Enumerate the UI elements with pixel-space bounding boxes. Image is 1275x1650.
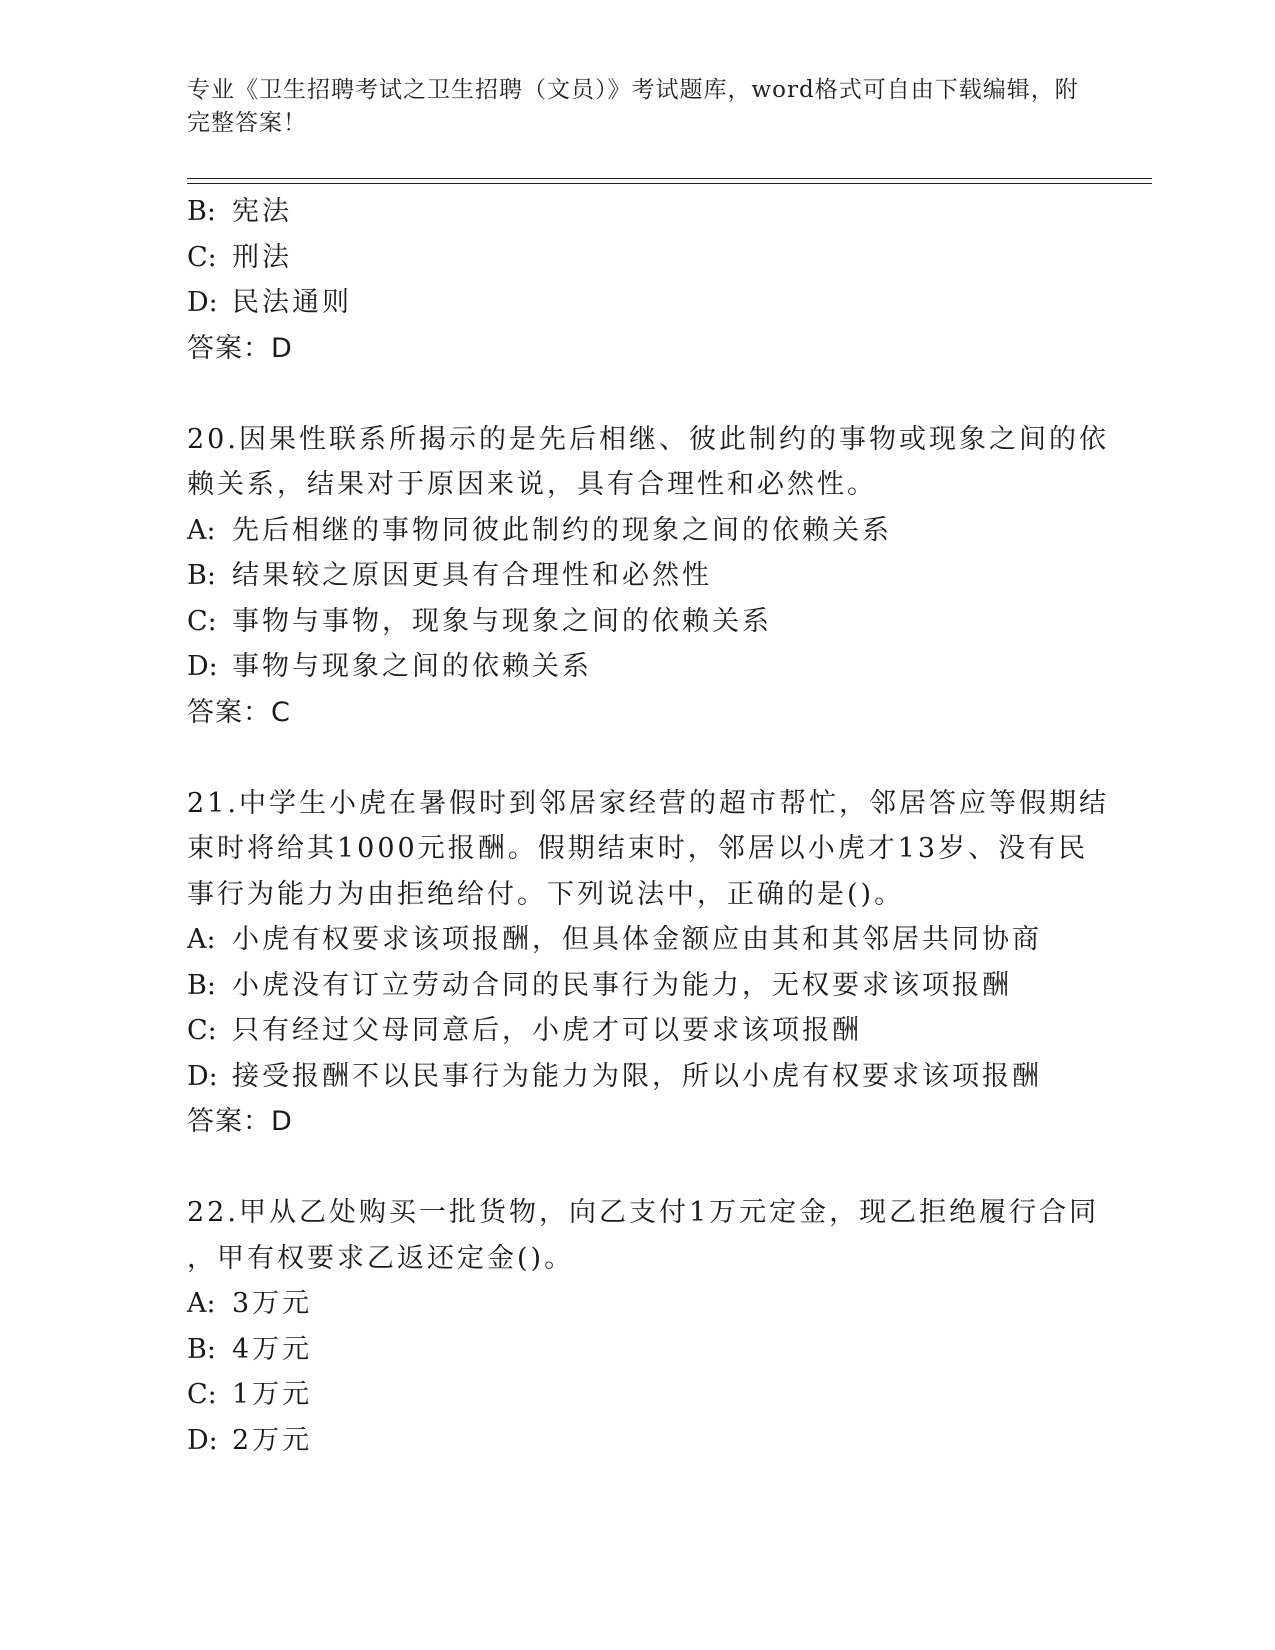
question-content (187, 189, 1109, 1463)
question-text-line: 赖关系，结果对于原因来说，具有合理性和必然性。 (187, 469, 877, 500)
option-label: C: (187, 1379, 217, 1410)
option-row (187, 1008, 1087, 1054)
question-text-line: 21.中学生小虎在暑假时到邻居家经营的超市帮忙，邻居答应等假期结 (187, 787, 1109, 819)
question-text-line: 22.甲从乙处购买一批货物，向乙支付1万元定金，现乙拒绝履行合同 (187, 1197, 1100, 1228)
option-text: 宪法 (232, 196, 292, 227)
option-text: 接受报酬不以民事行为能力为限，所以小虎有权要求该项报酬 (232, 1060, 1042, 1092)
option-row (187, 1281, 1087, 1327)
answer-line: 答案：D (187, 1106, 293, 1137)
question-text-line: ，甲有权要求乙返还定金()。 (187, 1242, 575, 1274)
option-row (187, 1327, 1087, 1373)
option-row (187, 644, 1087, 690)
spacer (187, 1145, 1087, 1191)
option-row (187, 917, 1087, 963)
option-text: 1万元 (232, 1379, 313, 1410)
option-row (187, 1054, 1087, 1100)
option-label: D: (187, 1060, 218, 1092)
option-row (187, 280, 1087, 326)
option-label: A: (187, 514, 216, 546)
option-label: D: (187, 651, 218, 682)
spacer (187, 371, 1087, 417)
header-rule-bottom (187, 183, 1152, 184)
option-label: B: (187, 196, 216, 227)
option-text: 小虎没有订立劳动合同的民事行为能力，无权要求该项报酬 (232, 969, 1012, 1001)
option-label: C: (187, 605, 217, 637)
question-20 (187, 417, 1109, 736)
option-label: A: (187, 1288, 216, 1319)
option-text: 只有经过父母同意后，小虎才可以要求该项报酬 (232, 1015, 862, 1046)
option-text: 小虎有权要求该项报酬，但具体金额应由其和其邻居共同协商 (232, 924, 1042, 955)
prev-question-options (187, 189, 1087, 326)
option-label: C: (187, 241, 217, 273)
option-text: 先后相继的事物同彼此制约的现象之间的依赖关系 (232, 514, 892, 546)
option-text: 民法通则 (232, 287, 352, 318)
option-label: B: (187, 560, 216, 591)
option-label: D: (187, 287, 218, 318)
option-row (187, 1372, 1087, 1418)
option-text: 事物与现象之间的依赖关系 (232, 651, 592, 682)
option-text: 事物与事物，现象与现象之间的依赖关系 (232, 605, 772, 637)
option-text: 2万元 (232, 1424, 313, 1456)
answer-line: 答案：D (187, 332, 293, 364)
question-22 (187, 1190, 1100, 1463)
answer-line: 答案：C (187, 696, 291, 728)
header-rule-top (187, 178, 1152, 179)
option-text: 4万元 (232, 1333, 313, 1365)
option-label: B: (187, 1333, 216, 1365)
question-21 (187, 781, 1109, 1145)
option-row (187, 189, 1087, 235)
question-text-line: 20.因果性联系所揭示的是先后相继、彼此制约的事物或现象之间的依 (187, 423, 1109, 455)
question-text-line: 束时将给其1000元报酬。假期结束时，邻居以小虎才13岁、没有民 (187, 833, 1089, 864)
option-row (187, 235, 1087, 281)
option-label: D: (187, 1424, 218, 1456)
option-text: 刑法 (232, 241, 292, 273)
option-row (187, 963, 1087, 1009)
option-row (187, 508, 1087, 554)
option-label: C: (187, 1015, 217, 1046)
option-label: A: (187, 924, 216, 955)
option-text: 3万元 (232, 1288, 313, 1319)
option-row (187, 553, 1087, 599)
page-header: 专业《卫生招聘考试之卫生招聘（文员）》考试题库，word格式可自由下载编辑，附完整答案！ (187, 77, 1079, 136)
option-text: 结果较之原因更具有合理性和必然性 (232, 560, 712, 591)
option-row (187, 599, 1087, 645)
option-row (187, 1418, 1087, 1464)
spacer (187, 735, 1087, 781)
question-text-line: 事行为能力为由拒绝给付。下列说法中，正确的是()。 (187, 878, 905, 910)
option-label: B: (187, 969, 216, 1001)
